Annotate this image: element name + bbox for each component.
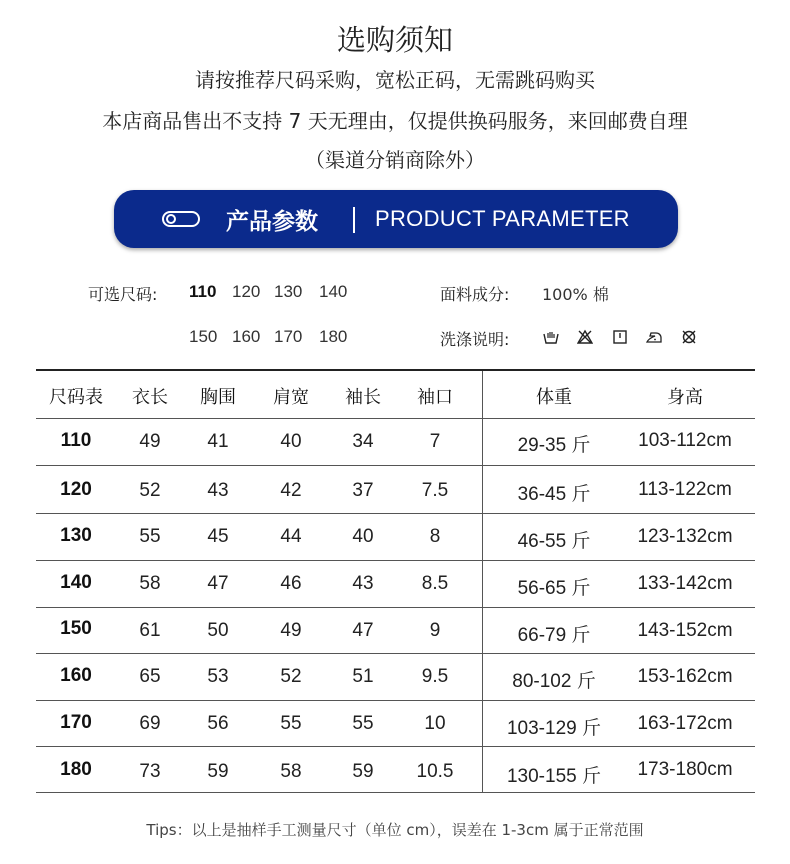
cell-shoulder: 55 [280, 713, 302, 734]
cell-sleeve: 43 [352, 573, 374, 594]
cell-height: 163-172cm [637, 713, 733, 734]
product-parameter-banner [114, 190, 678, 248]
table-row-divider [36, 465, 755, 466]
table-row-divider [36, 560, 755, 561]
header-chest: 胸围 [200, 387, 236, 408]
cell-size: 120 [60, 479, 92, 500]
cell-height: 113-122cm [638, 479, 732, 500]
cell-length: 49 [139, 431, 161, 452]
table-top-border [36, 369, 755, 371]
cell-shoulder: 58 [280, 761, 302, 782]
cell-sleeve: 40 [352, 526, 374, 547]
wash-label: 洗涤说明: [440, 330, 510, 349]
size-option: 110 [189, 282, 217, 301]
header-weight: 体重 [536, 387, 572, 408]
cell-shoulder: 52 [280, 666, 302, 687]
cell-chest: 59 [207, 761, 229, 782]
fabric-value: 100% 棉 [542, 285, 609, 304]
header-sleeve: 袖长 [345, 387, 381, 408]
cell-cuff: 9.5 [421, 666, 449, 687]
cell-weight: 80-102 斤 [512, 671, 596, 692]
size-option: 180 [319, 327, 348, 346]
cell-chest: 45 [207, 526, 229, 547]
header-size: 尺码表 [49, 387, 103, 408]
cell-weight: 66-79 斤 [517, 625, 591, 646]
header-height: 身高 [667, 387, 703, 408]
table-row-divider [36, 513, 755, 514]
cell-chest: 41 [207, 431, 229, 452]
cell-length: 52 [139, 480, 161, 501]
no-bleach-icon [577, 329, 593, 345]
cell-cuff: 7.5 [421, 480, 449, 501]
cell-length: 69 [139, 713, 161, 734]
cell-size: 130 [60, 525, 92, 546]
hand-wash-icon [543, 329, 559, 345]
cell-cuff: 8.5 [421, 573, 449, 594]
cell-shoulder: 46 [280, 573, 302, 594]
cell-sleeve: 51 [352, 666, 374, 687]
cell-chest: 56 [207, 713, 229, 734]
cell-height: 143-152cm [637, 620, 733, 641]
cell-shoulder: 49 [280, 620, 302, 641]
cell-chest: 47 [207, 573, 229, 594]
cell-height: 123-132cm [637, 526, 733, 547]
cell-size: 140 [60, 572, 92, 593]
no-dry-clean-icon [681, 329, 697, 345]
tumble-dry-icon [612, 329, 628, 345]
cell-weight: 29-35 斤 [517, 435, 591, 456]
header-length: 衣长 [132, 387, 168, 408]
cell-chest: 50 [207, 620, 229, 641]
header-shoulder: 肩宽 [273, 387, 309, 408]
iron-icon [646, 329, 662, 345]
size-option: 140 [319, 282, 348, 301]
cell-sleeve: 34 [352, 431, 374, 452]
table-row-divider [36, 700, 755, 701]
page-title: 选购须知 [336, 23, 453, 57]
cell-shoulder: 42 [280, 480, 302, 501]
banner-title-cn: 产品参数 [226, 209, 318, 235]
size-label: 可选尺码: [88, 285, 158, 304]
cell-chest: 43 [207, 480, 229, 501]
table-bottom-border [36, 792, 755, 793]
cell-height: 153-162cm [637, 666, 733, 687]
table-row-divider [36, 746, 755, 747]
sizing-advice: 请按推荐尺码采购，宽松正码，无需跳码购买 [195, 68, 595, 92]
cell-cuff: 10.5 [416, 761, 454, 782]
cell-size: 180 [60, 759, 92, 780]
banner-divider [353, 207, 355, 233]
cell-shoulder: 40 [280, 431, 302, 452]
toggle-icon [162, 211, 200, 227]
cell-cuff: 7 [429, 431, 441, 452]
cell-weight: 103-129 斤 [506, 718, 601, 739]
size-option: 120 [232, 282, 261, 301]
tips-note: Tips：以上是抽样手工测量尺寸（单位 cm），误差在 1-3cm 属于正常范围 [146, 821, 644, 839]
table-row-divider [36, 418, 755, 419]
cell-sleeve: 55 [352, 713, 374, 734]
table-row-divider [36, 653, 755, 654]
header-cuff: 袖口 [417, 387, 453, 408]
size-option: 150 [189, 327, 218, 346]
cell-cuff: 10 [424, 713, 446, 734]
size-option: 170 [274, 327, 303, 346]
cell-size: 150 [60, 618, 92, 639]
cell-cuff: 9 [429, 620, 441, 641]
cell-weight: 56-65 斤 [517, 578, 591, 599]
cell-length: 58 [139, 573, 161, 594]
cell-sleeve: 59 [352, 761, 374, 782]
return-policy: 本店商品售出不支持 7 天无理由，仅提供换码服务，来回邮费自理 [102, 109, 688, 133]
fabric-label: 面料成分: [440, 285, 510, 304]
cell-length: 73 [139, 761, 161, 782]
cell-height: 133-142cm [637, 573, 733, 594]
cell-height: 173-180cm [637, 759, 733, 780]
cell-chest: 53 [207, 666, 229, 687]
policy-exception: （渠道分销商除外） [305, 148, 485, 172]
cell-size: 170 [60, 712, 92, 733]
cell-weight: 130-155 斤 [506, 766, 601, 787]
cell-size: 110 [60, 430, 92, 451]
cell-size: 160 [60, 665, 92, 686]
cell-cuff: 8 [429, 526, 441, 547]
table-row-divider [36, 607, 755, 608]
cell-weight: 36-45 斤 [517, 484, 591, 505]
cell-sleeve: 47 [352, 620, 374, 641]
size-option: 130 [274, 282, 303, 301]
size-option: 160 [232, 327, 261, 346]
cell-length: 65 [139, 666, 161, 687]
cell-weight: 46-55 斤 [517, 531, 591, 552]
cell-shoulder: 44 [280, 526, 302, 547]
cell-sleeve: 37 [352, 480, 374, 501]
cell-length: 55 [139, 526, 161, 547]
banner-title-en: PRODUCT PARAMETER [375, 206, 630, 231]
cell-height: 103-112cm [638, 430, 732, 451]
cell-length: 61 [139, 620, 161, 641]
